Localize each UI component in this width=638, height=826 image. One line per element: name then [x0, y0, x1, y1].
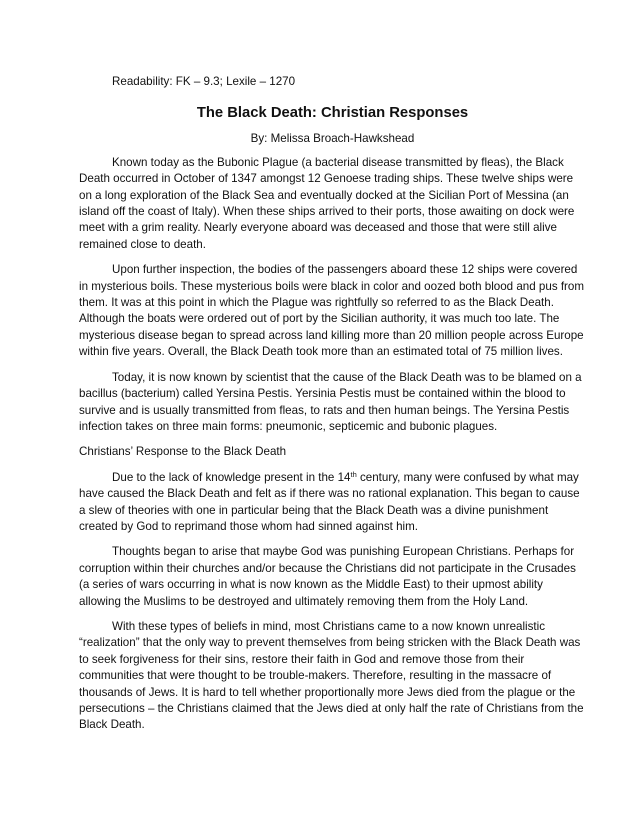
section-heading: Christians’ Response to the Black Death — [79, 445, 287, 459]
body-paragraph-2: Upon further inspection, the bodies of the passengers aboard these 12 ships were covered in mysterious boils. These mysterious boils were black in color and oozed both blood and pus from them. It was at this point in which the Plague was rightfully so referred to as the Black Death. Although the boats were ordered out of port by the Sicilian authority, it was much too late. The mysterious disease began to spread across land killing more than 20 million people across Europe within five years. Overall, the Black Death took more than an estimated total of 75 million lives. — [79, 263, 585, 359]
readability-line: Readability: FK – 9.3; Lexile – 1270 — [112, 75, 296, 88]
section-paragraph-1-text-b: century, many were confused by what may have caused the Black Death and felt as if there was no rational explanation. This began to cause a slew of theories with one in particular being that the Black Death was a divine punishment created by God to reprimand those whom had sinned against him. — [79, 470, 580, 533]
document-title: The Black Death: Christian Responses — [196, 105, 469, 122]
ordinal-superscript: th — [350, 469, 357, 479]
body-paragraph-3: Today, it is now known by scientist that the cause of the Black Death was to be blamed on a bacillus (bacterium) called Yersina Pestis. Yersinia Pestis must be contained within the blood to survive and is usually transmitted from fleas, to rats and then human beings. The Yersina Pestis infection takes on three main forms: pneumonic, septicemic and bubonic plagues. — [79, 370, 582, 433]
section-paragraph-1-text-a: Due to the lack of knowledge present in the 14 — [112, 470, 351, 484]
section-paragraph-1 — [79, 470, 586, 536]
body-paragraph-1: Known today as the Bubonic Plague (a bacterial disease transmitted by fleas), the Black Death occurred in October of 1347 amongst 12 Genoese trading ships. These twelve ships were on a long exploration of the Black Sea and eventually docked at the Sicilian Port of Messina (an island off the coast of Italy). When these ships arrived to their ports, those awaiting on dock were meet with a grim reality. Nearly everyone aboard was deceased and those that were still alive remained close to death. — [79, 155, 575, 251]
author-byline: By: Melissa Broach-Hawkshead — [250, 132, 415, 146]
section-paragraph-3: With these types of beliefs in mind, most Christians came to a now known unrealistic “realization” that the only way to prevent themselves from being stricken with the Black Death was to seek forgiveness for their sins, restore their faith in God and remove those from their communities that were thought to be trouble-makers. Therefore, resulting in the massacre of thousands of Jews. It is hard to tell whether proportionally more Jews died from the plague or the persecutions – the Christians claimed that the Jews died at only half the rate of Christians from the Black Death. — [79, 619, 584, 732]
section-paragraph-2: Thoughts began to arise that maybe God was punishing European Christians. Perhaps for corruption within their churches and/or because the Christians did not participate in the Crusades (a series of wars occurring in what is now known as the Middle East) to their upmost ability allowing the Muslims to be destroyed and ultimately removing them from the Holy Land. — [79, 545, 576, 608]
